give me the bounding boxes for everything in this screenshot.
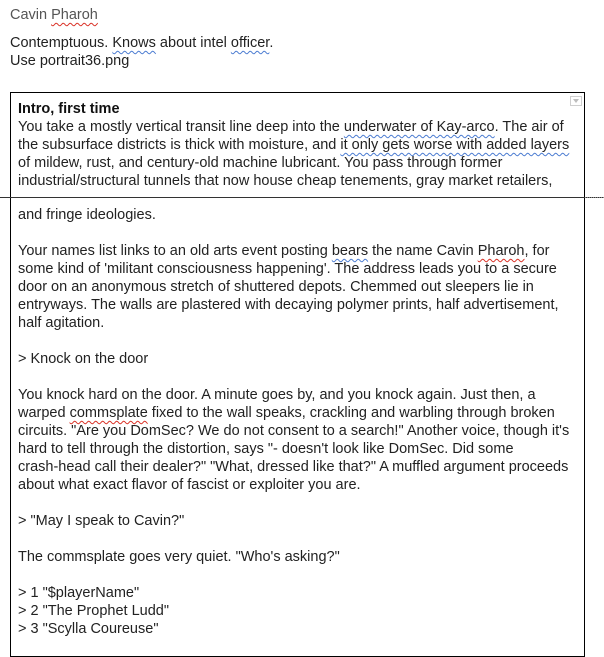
grammar-flag-knows[interactable]: Knows [112, 35, 156, 51]
grammar-flag-bears[interactable]: bears [331, 243, 369, 259]
grammar-flag-worse[interactable]: it only gets worse with added layers [340, 137, 570, 153]
body-line: half agitation. [18, 315, 105, 331]
body-line: crash-head call their dealer?" "What, dressed like that?" A muffled argument proceeds [18, 459, 569, 475]
body-line: door on an anonymous stretch of shuttered depots. Chemmed out sleepers lie in [18, 279, 534, 295]
choice-line: > Knock on the door [18, 351, 149, 367]
page-break-line [0, 197, 604, 198]
chevron-down-icon[interactable] [570, 96, 582, 106]
body-line: warped commsplate fixed to the wall speaks, crackling and warbling through broken [18, 405, 555, 421]
body-line: You take a mostly vertical transit line deep into the underwater of Kay-arco. The air of [18, 119, 564, 135]
body-line: some kind of 'militant consciousness happening'. The address leads you to a secure [18, 261, 557, 277]
body-line: industrial/structural tunnels that now house cheap tenements, gray market retailers, [18, 173, 553, 189]
body-line: hard to tell through the distortion, says "- doesn't look like DomSec. Did some [18, 441, 514, 457]
body-line: and fringe ideologies. [18, 207, 156, 223]
page-break-dots [585, 197, 604, 198]
grammar-flag-officer[interactable]: officer [230, 35, 270, 51]
body-line: entryways. The walls are plastered with decaying polymer prints, half advertisement, [18, 297, 559, 313]
character-first-name: Cavin [10, 7, 48, 23]
body-line: the subsurface districts is thick with moisture, and it only gets worse with added layers [18, 137, 570, 153]
body-line: of mildew, rust, and century-old machine lubricant. You pass through former [18, 155, 503, 171]
choice-line: > 1 "$playerName" [18, 585, 140, 601]
choice-line: > "May I speak to Cavin?" [18, 513, 185, 529]
portrait-note: Use portrait36.png [10, 53, 130, 69]
grammar-flag-underwater[interactable]: underwater of Kay-arco [343, 119, 495, 135]
character-description: Contemptuous. Knows about intel officer. [10, 35, 274, 51]
choice-line: > 3 "Scylla Coureuse" [18, 621, 159, 637]
choice-line: > 2 "The Prophet Ludd" [18, 603, 169, 619]
character-name [10, 6, 98, 24]
section-heading: Intro, first time [18, 101, 120, 117]
spelling-flag-pharoh[interactable]: Pharoh [477, 243, 525, 259]
body-line: You knock hard on the door. A minute goes by, and you knock again. Just then, a [18, 387, 536, 403]
body-line: Your names list links to an old arts event posting bears the name Cavin Pharoh, for [18, 243, 550, 259]
body-line: about what exact flavor of fascist or exploiter you are. [18, 477, 361, 493]
character-last-name-misspelled[interactable]: Pharoh [51, 7, 98, 23]
spelling-flag-commsplate[interactable]: commsplate [69, 405, 148, 421]
body-line: circuits. "Are you DomSec? We do not consent to a search!" Another voice, though it's [18, 423, 570, 439]
body-line: The commsplate goes very quiet. "Who's asking?" [18, 549, 340, 565]
